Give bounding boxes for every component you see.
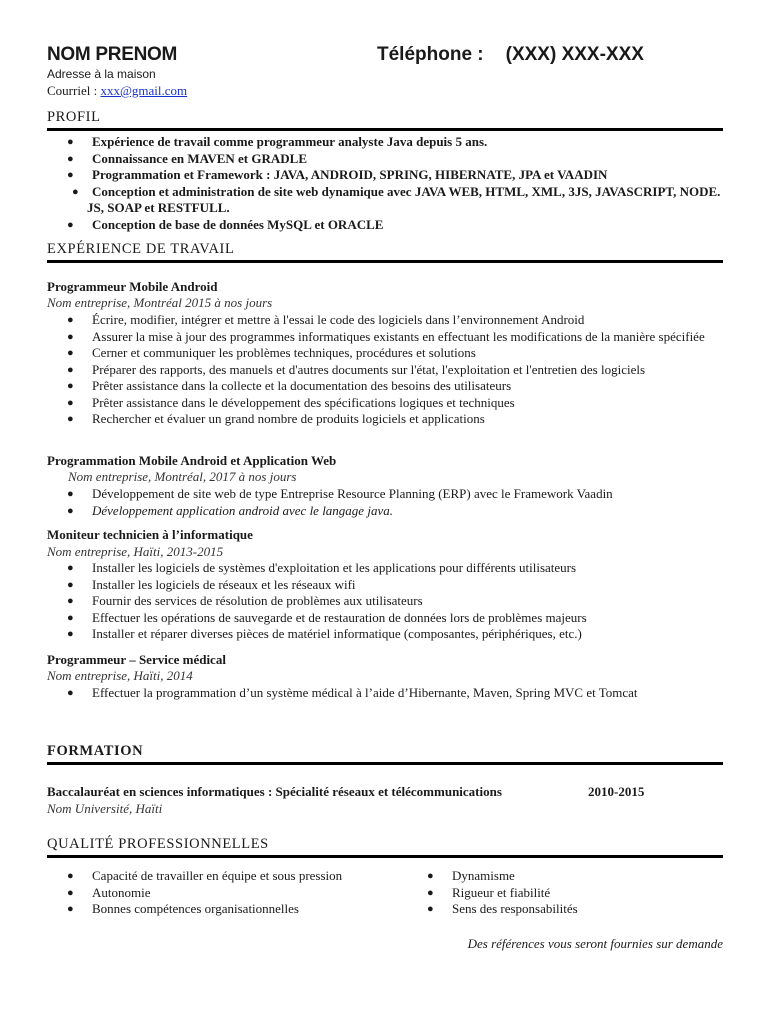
list-item: ● Développement application android avec le langage java. [67,502,393,518]
list-item: ● Installer les logiciels de réseaux et les réseaux wifi [67,576,356,592]
list-item: ● Conception et administration de site web dynamique avec JAVA WEB, HTML, XML, 3JS, JAVASCRIPT, NODE. JS, SOAP et RESTFULL. [47,184,723,217]
list-item: ● Connaissance en MAVEN et GRADLE [67,150,307,166]
list-item: ● Effectuer la programmation d’un système médical à l’aide d’Hibernante, Maven, Spring MVC et Tomcat [67,685,638,700]
job-title: Moniteur technicien à l’informatique [47,527,253,542]
phone-line [377,44,644,66]
list-item: ● Écrire, modifier, intégrer et mettre à l'essai le code des logiciels dans l’environnement Android [67,312,585,327]
references-note: Des références vous seront fournies sur demande [467,936,723,951]
bullet-icon: ● [67,218,74,231]
job-title: Programmeur Mobile Android [47,279,218,294]
section-title-experience: EXPÉRIENCE DE TRAVAIL [47,241,723,263]
section-title-formation: FORMATION [47,743,723,765]
email-link[interactable]: xxx@gmail.com [100,83,188,98]
list-item: ● Sens des responsabilités [427,901,578,916]
list-item: ● Installer les logiciels de systèmes d'exploitation et les applications pour différents utilisateurs [67,560,577,575]
bullet-icon: ● [67,628,74,640]
qualities-list-left [47,868,427,918]
bullet-icon: ● [67,136,74,148]
bullet-icon: ● [67,562,74,574]
bullet-icon: ● [427,870,434,882]
list-item: ● Conception de base de données MySQL et ORACLE [67,216,384,232]
list-item: ● Rigueur et fiabilité [427,884,551,900]
list-item: ● Assurer la mise à jour des programmes informatiques existants en effectuant les modifications de la manière spécifiée [67,328,705,344]
bullet-icon: ● [67,488,74,500]
list-item: ● Effectuer les opérations de sauvegarde et de restauration de données lors de problèmes majeurs [67,609,587,625]
bullet-icon: ● [67,380,74,392]
resume-page [47,0,723,1024]
list-item: ● Préparer des rapports, des manuels et d'autres documents sur l'état, l'exploitation et l'entretien des logiciels [67,361,646,377]
job-duties-list [47,486,723,519]
job-title: Programmeur – Service médical [47,652,226,667]
job-duties-list [47,312,723,428]
home-address: Adresse à la maison [47,67,156,81]
bullet-icon: ● [67,396,74,409]
list-item: ● Programmation et Framework : JAVA, ANDROID, SPRING, HIBERNATE, JPA et VAADIN [67,167,608,182]
job-employer-date: Nom entreprise, Haïti, 2014 [47,668,193,683]
bullet-icon: ● [67,611,74,624]
bullet-icon: ● [67,886,74,899]
education-years: 2010-2015 [588,784,645,799]
phone-label: Téléphone : [377,44,484,65]
job-title: Programmation Mobile Android et Application Web [47,453,337,468]
degree-title: Baccalauréat en sciences informatiques : Spécialité réseaux et télécommunications [47,784,502,799]
list-item: ● Développement de site web de type Entreprise Resource Planning (ERP) avec le Framework Vaadin [67,486,613,501]
email-line [47,83,187,99]
qualities-list-right [407,868,723,918]
phone-number: (XXX) XXX-XXX [505,44,644,65]
bullet-icon: ● [67,169,74,181]
profil-list [47,134,723,233]
job-employer-date: Nom entreprise, Haïti, 2013-2015 [47,544,224,559]
bullet-icon: ● [67,413,74,425]
bullet-icon: ● [67,578,74,591]
bullet-icon: ● [67,152,74,165]
bullet-icon: ● [67,314,74,326]
bullet-icon: ● [67,363,74,376]
section-title-qualites: QUALITÉ PROFESSIONNELLES [47,836,723,858]
list-item: ● Prêter assistance dans la collecte et la documentation des besoins des utilisateurs [67,378,512,393]
list-item: ● Autonomie [67,884,151,900]
list-item: ● Fournir des services de résolution de problèmes aux utilisateurs [67,593,423,608]
bullet-icon: ● [427,886,434,899]
list-item: ● Bonnes compétences organisationnelles [67,901,299,916]
job-duties-list [47,685,723,702]
list-item: ● Rechercher et évaluer un grand nombre de produits logiciels et applications [67,411,485,426]
section-title-profil: PROFIL [47,109,723,131]
full-name: NOM PRENOM [47,44,178,65]
bullet-icon: ● [67,330,74,343]
bullet-icon: ● [67,595,74,607]
bullet-icon: ● [67,687,74,699]
email-label: Courriel : [47,83,98,98]
bullet-icon: ● [72,185,79,198]
bullet-icon: ● [67,903,74,915]
education-entry [47,784,723,800]
list-item: ● Cerner et communiquer les problèmes techniques, procédures et solutions [67,345,476,360]
job-duties-list [47,560,723,643]
job-employer-date: Nom entreprise, Montréal 2015 à nos jours [47,295,273,310]
job-employer-date: Nom entreprise, Montréal, 2017 à nos jours [68,469,297,484]
bullet-icon: ● [67,870,74,882]
list-item: ● Capacité de travailler en équipe et sous pression [67,868,343,883]
bullet-icon: ● [67,347,74,359]
list-item: ● Prêter assistance dans le développement des spécifications logiques et techniques [67,394,515,410]
list-item: ● Dynamisme [427,868,515,883]
school-name: Nom Université, Haïti [47,801,163,816]
list-item: ● Expérience de travail comme programmeur analyste Java depuis 5 ans. [67,134,488,149]
bullet-icon: ● [427,903,434,915]
bullet-icon: ● [67,504,74,517]
list-item: ● Installer et réparer diverses pièces de matériel informatique (composantes, périphériques, etc.) [67,626,582,641]
